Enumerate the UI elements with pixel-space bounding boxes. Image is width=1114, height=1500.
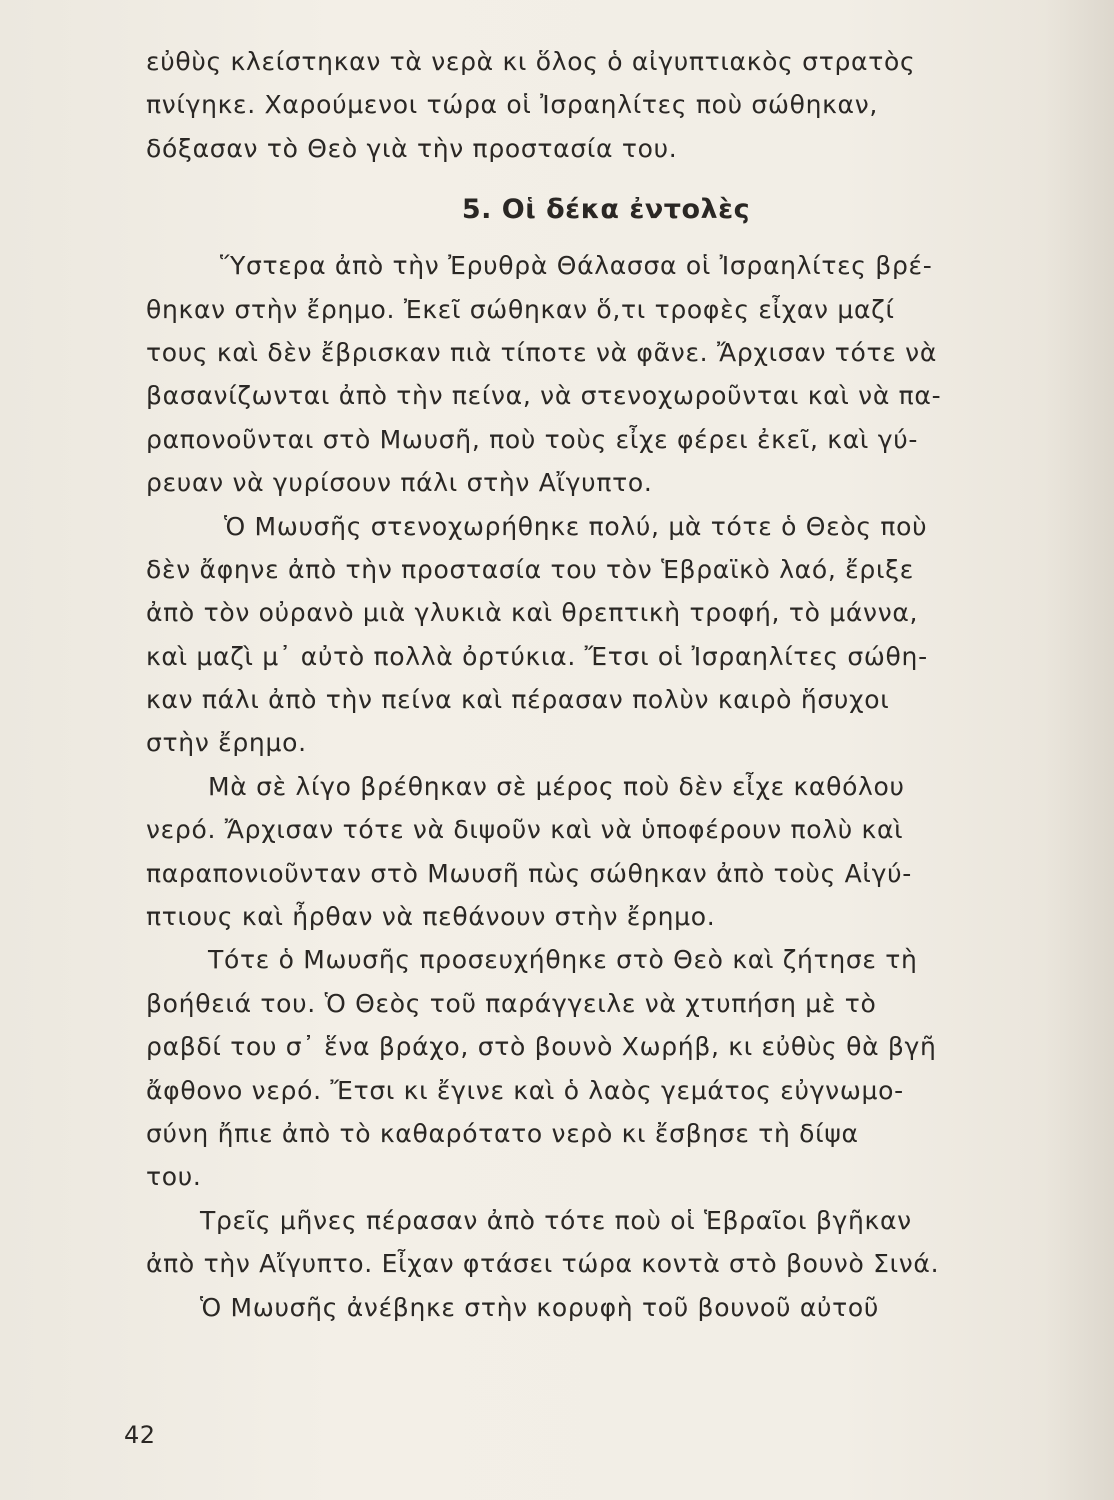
text-line: Τότε ὁ Μωυσῆς προσευχήθηκε στὸ Θεὸ καὶ ζήτησε τὴ <box>208 945 918 975</box>
text-line: θηκαν στὴν ἔρημο. Ἐκεῖ σώθηκαν ὅ,τι τροφὲς εἶχαν μαζί <box>146 294 895 324</box>
text-line: δὲν ἄφηνε ἀπὸ τὴν προστασία του τὸν Ἑβραϊκὸ λαό, ἔριξε <box>146 554 914 584</box>
page-edge-shadow <box>1044 0 1114 1500</box>
text-line: πτιους καὶ ἦρθαν νὰ πεθάνουν στὴν ἔρημο. <box>146 902 716 932</box>
text-line: Ὁ Μωυσῆς στενοχωρήθηκε πολύ, μὰ τότε ὁ Θεὸς ποὺ <box>224 511 928 541</box>
text-line: βασανίζωνται ἀπὸ τὴν πείνα, νὰ στενοχωροῦνται καὶ νὰ πα- <box>146 381 942 411</box>
section-heading: 5. Οἱ δέκα ἐντολὲς <box>461 194 751 226</box>
text-line: ρευαν νὰ γυρίσουν πάλι στὴν Αἴγυπτο. <box>146 468 653 498</box>
text-line: πνίγηκε. Χαρούμενοι τώρα οἱ Ἰσραηλίτες ποὺ σώθηκαν, <box>146 90 879 120</box>
text-line: στὴν ἔρημο. <box>146 728 307 758</box>
page-number: 42 <box>124 1421 156 1449</box>
text-line: ἄφθονο νερό. Ἔτσι κι ἔγινε καὶ ὁ λαὸς γεμάτος εὐγνωμο- <box>146 1075 904 1105</box>
text-line: νερό. Ἄρχισαν τότε νὰ διψοῦν καὶ νὰ ὑποφέρουν πολὺ καὶ <box>146 815 904 845</box>
text-line: παραπονιοῦνταν στὸ Μωυσῆ πὼς σώθηκαν ἀπὸ τοὺς Αἰγύ- <box>146 858 912 888</box>
text-line: Μὰ σὲ λίγο βρέθηκαν σὲ μέρος ποὺ δὲν εἶχε καθόλου <box>208 771 905 801</box>
text-line: καν πάλι ἀπὸ τὴν πείνα καὶ πέρασαν πολὺν καιρὸ ἥσυχοι <box>146 685 890 715</box>
text-line: ἀπὸ τὸν οὐρανὸ μιὰ γλυκιὰ καὶ θρεπτικὴ τροφή, τὸ μάννα, <box>146 598 919 628</box>
text-line: Ὕστερα ἀπὸ τὴν Ἐρυθρὰ Θάλασσα οἱ Ἰσραηλίτες βρέ- <box>220 251 933 281</box>
text-line: σύνη ἤπιε ἀπὸ τὸ καθαρότατο νερὸ κι ἔσβησε τὴ δίψα <box>146 1118 859 1148</box>
text-line: βοήθειά του. Ὁ Θεὸς τοῦ παράγγειλε νὰ χτυπήση μὲ τὸ <box>146 988 877 1018</box>
text-line: καὶ μαζὶ μ᾽ αὐτὸ πολλὰ ὀρτύκια. Ἔτσι οἱ Ἰσραηλίτες σώθη- <box>146 641 928 671</box>
text-line: ἀπὸ τὴν Αἴγυπτο. Εἶχαν φτάσει τώρα κοντὰ στὸ βουνὸ Σινά. <box>146 1249 940 1279</box>
text-line: ραβδί του σ᾽ ἕνα βράχο, στὸ βουνὸ Χωρήβ, κι εὐθὺς θὰ βγῆ <box>146 1032 937 1062</box>
text-line: Ὁ Μωυσῆς ἀνέβηκε στὴν κορυφὴ τοῦ βουνοῦ αὐτοῦ <box>200 1292 880 1322</box>
text-line: του. <box>146 1162 202 1192</box>
page-text <box>146 40 1036 1329</box>
text-line: εὐθὺς κλείστηκαν τὰ νερὰ κι ὅλος ὁ αἰγυπτιακὸς στρατὸς <box>146 47 916 76</box>
text-line: Τρεῖς μῆνες πέρασαν ἀπὸ τότε ποὺ οἱ Ἑβραῖοι βγῆκαν <box>200 1205 912 1235</box>
text-line: ραπονοῦνται στὸ Μωυσῆ, ποὺ τοὺς εἶχε φέρει ἐκεῖ, καὶ γύ- <box>146 424 919 454</box>
text-line: τους καὶ δὲν ἔβρισκαν πιὰ τίποτε νὰ φᾶνε. Ἄρχισαν τότε νὰ <box>146 337 938 367</box>
text-line: δόξασαν τὸ Θεὸ γιὰ τὴν προστασία του. <box>146 133 678 163</box>
